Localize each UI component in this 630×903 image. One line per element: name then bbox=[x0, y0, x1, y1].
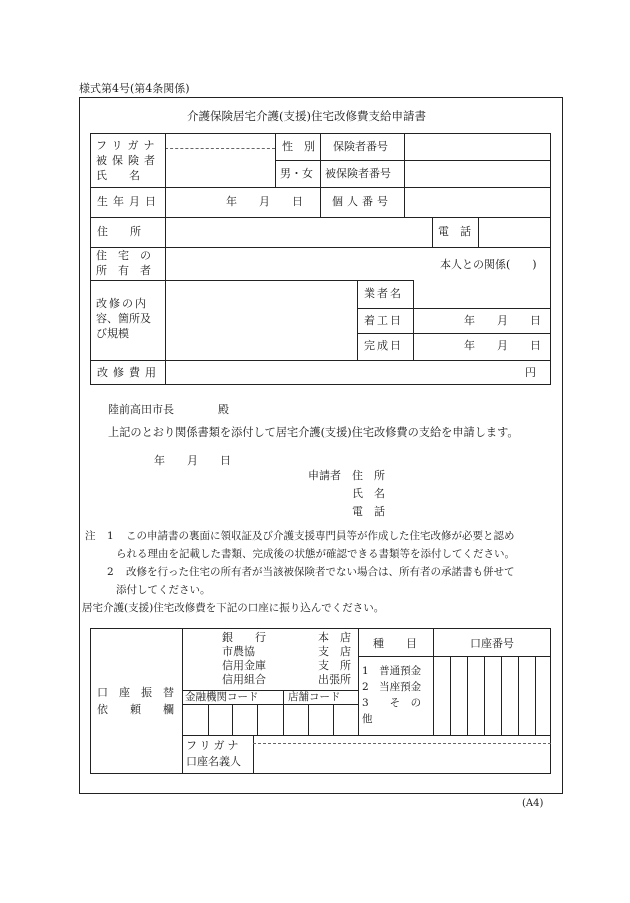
institution-code-label: 金融機関コード bbox=[185, 691, 259, 703]
note-1-line-1: この申請書の裏面に領収証及び介護支援専門員等が作成した住宅改修が必要と認め bbox=[126, 530, 515, 542]
applicant-name-label: 氏 名 bbox=[352, 487, 385, 500]
gender-options[interactable]: 男・女 bbox=[280, 167, 313, 180]
applicant-phone-label: 電 話 bbox=[352, 505, 385, 518]
insurer-number-label: 保険者番号 bbox=[333, 140, 388, 153]
content-label-2: 容、箇所及 bbox=[96, 312, 151, 325]
form-number: 様式第4号(第4条関係) bbox=[79, 82, 190, 95]
completion-date-label: 完成日 bbox=[364, 339, 403, 352]
addressee: 陸前高田市長 殿 bbox=[108, 403, 229, 416]
account-holder-label: 口座名義人 bbox=[186, 755, 241, 768]
branch-type-1: 本 店 bbox=[318, 631, 351, 644]
account-number-header: 口座番号 bbox=[470, 637, 514, 650]
account-type-3[interactable]: 3 そ の bbox=[362, 697, 422, 709]
note-2-line-1: 改修を行った住宅の所有者が当該被保険者でない場合は、所有者の承諾書も併せて bbox=[126, 566, 515, 578]
completion-date-field[interactable]: 年 月 日 bbox=[464, 339, 541, 352]
note-1-number: 1 bbox=[107, 530, 114, 542]
note-2-number: 2 bbox=[107, 566, 114, 578]
paper-size: (A4) bbox=[522, 798, 544, 809]
notes-head: 注 bbox=[85, 530, 96, 542]
applicant-label: 申請者 bbox=[308, 469, 341, 482]
note-1-line-2: られる理由を記載した書類、完成後の状態が確認できる書類等を添付してください。 bbox=[116, 548, 515, 560]
bank-type-3: 信用金庫 bbox=[222, 659, 266, 672]
relation-field[interactable]: 本人との関係( ) bbox=[440, 258, 537, 271]
branch-type-2: 支 店 bbox=[318, 645, 351, 658]
bank-type-4: 信用組合 bbox=[222, 673, 266, 686]
branch-code-label: 店舗コード bbox=[288, 691, 341, 703]
content-label-3: び規模 bbox=[96, 327, 129, 340]
phone-label: 電 話 bbox=[438, 225, 471, 238]
branch-type-3: 支 所 bbox=[318, 659, 351, 672]
insured-number-label: 被保険者番号 bbox=[325, 167, 391, 180]
cost-label: 改修費用 bbox=[97, 366, 161, 379]
content-label-1: 改修の内 bbox=[96, 297, 148, 310]
my-number-label: 個人番号 bbox=[332, 195, 392, 208]
insured-label: 被保険者 bbox=[96, 154, 160, 167]
address-label: 住 所 bbox=[97, 225, 141, 238]
start-date-field[interactable]: 年 月 日 bbox=[464, 314, 541, 327]
applicant-address-label: 住 所 bbox=[352, 469, 385, 482]
owner-label-2: 所 有 者 bbox=[96, 264, 151, 277]
owner-label-1: 住 宅 の bbox=[96, 249, 151, 262]
declaration-date[interactable]: 年 月 日 bbox=[154, 454, 231, 467]
name-label: 氏 名 bbox=[96, 169, 140, 182]
gender-label: 性 別 bbox=[282, 140, 315, 153]
note-2-line-2: 添付してください。 bbox=[116, 584, 211, 596]
bank-label-2: 依 頼 欄 bbox=[97, 703, 174, 716]
birthdate-field[interactable]: 年 月 日 bbox=[226, 195, 303, 208]
yen-unit: 円 bbox=[525, 366, 536, 379]
birthdate-label: 生年月日 bbox=[97, 195, 161, 208]
account-type-header: 種 目 bbox=[373, 637, 417, 650]
declaration-statement: 上記のとおり関係書類を添付して居宅介護(支援)住宅改修費の支給を申請します。 bbox=[108, 426, 519, 439]
account-type-3b: 他 bbox=[362, 713, 373, 725]
bank-type-1: 銀 行 bbox=[222, 631, 266, 644]
furigana-label: フリガナ bbox=[96, 139, 160, 152]
holder-furigana-label: フリガナ bbox=[186, 739, 242, 752]
form-title: 介護保険居宅介護(支援)住宅改修費支給申請書 bbox=[187, 109, 426, 123]
bank-label-1: 口 座 振 替 bbox=[97, 686, 174, 699]
branch-type-4: 出張所 bbox=[318, 673, 351, 686]
contractor-label: 業者名 bbox=[364, 287, 403, 300]
account-type-1[interactable]: 1 普通預金 bbox=[362, 665, 422, 677]
transfer-instruction: 居宅介護(支援)住宅改修費を下記の口座に振り込んでください。 bbox=[82, 602, 385, 614]
bank-type-2: 市農協 bbox=[222, 645, 255, 658]
start-date-label: 着工日 bbox=[364, 314, 403, 327]
account-type-2[interactable]: 2 当座預金 bbox=[362, 681, 422, 693]
